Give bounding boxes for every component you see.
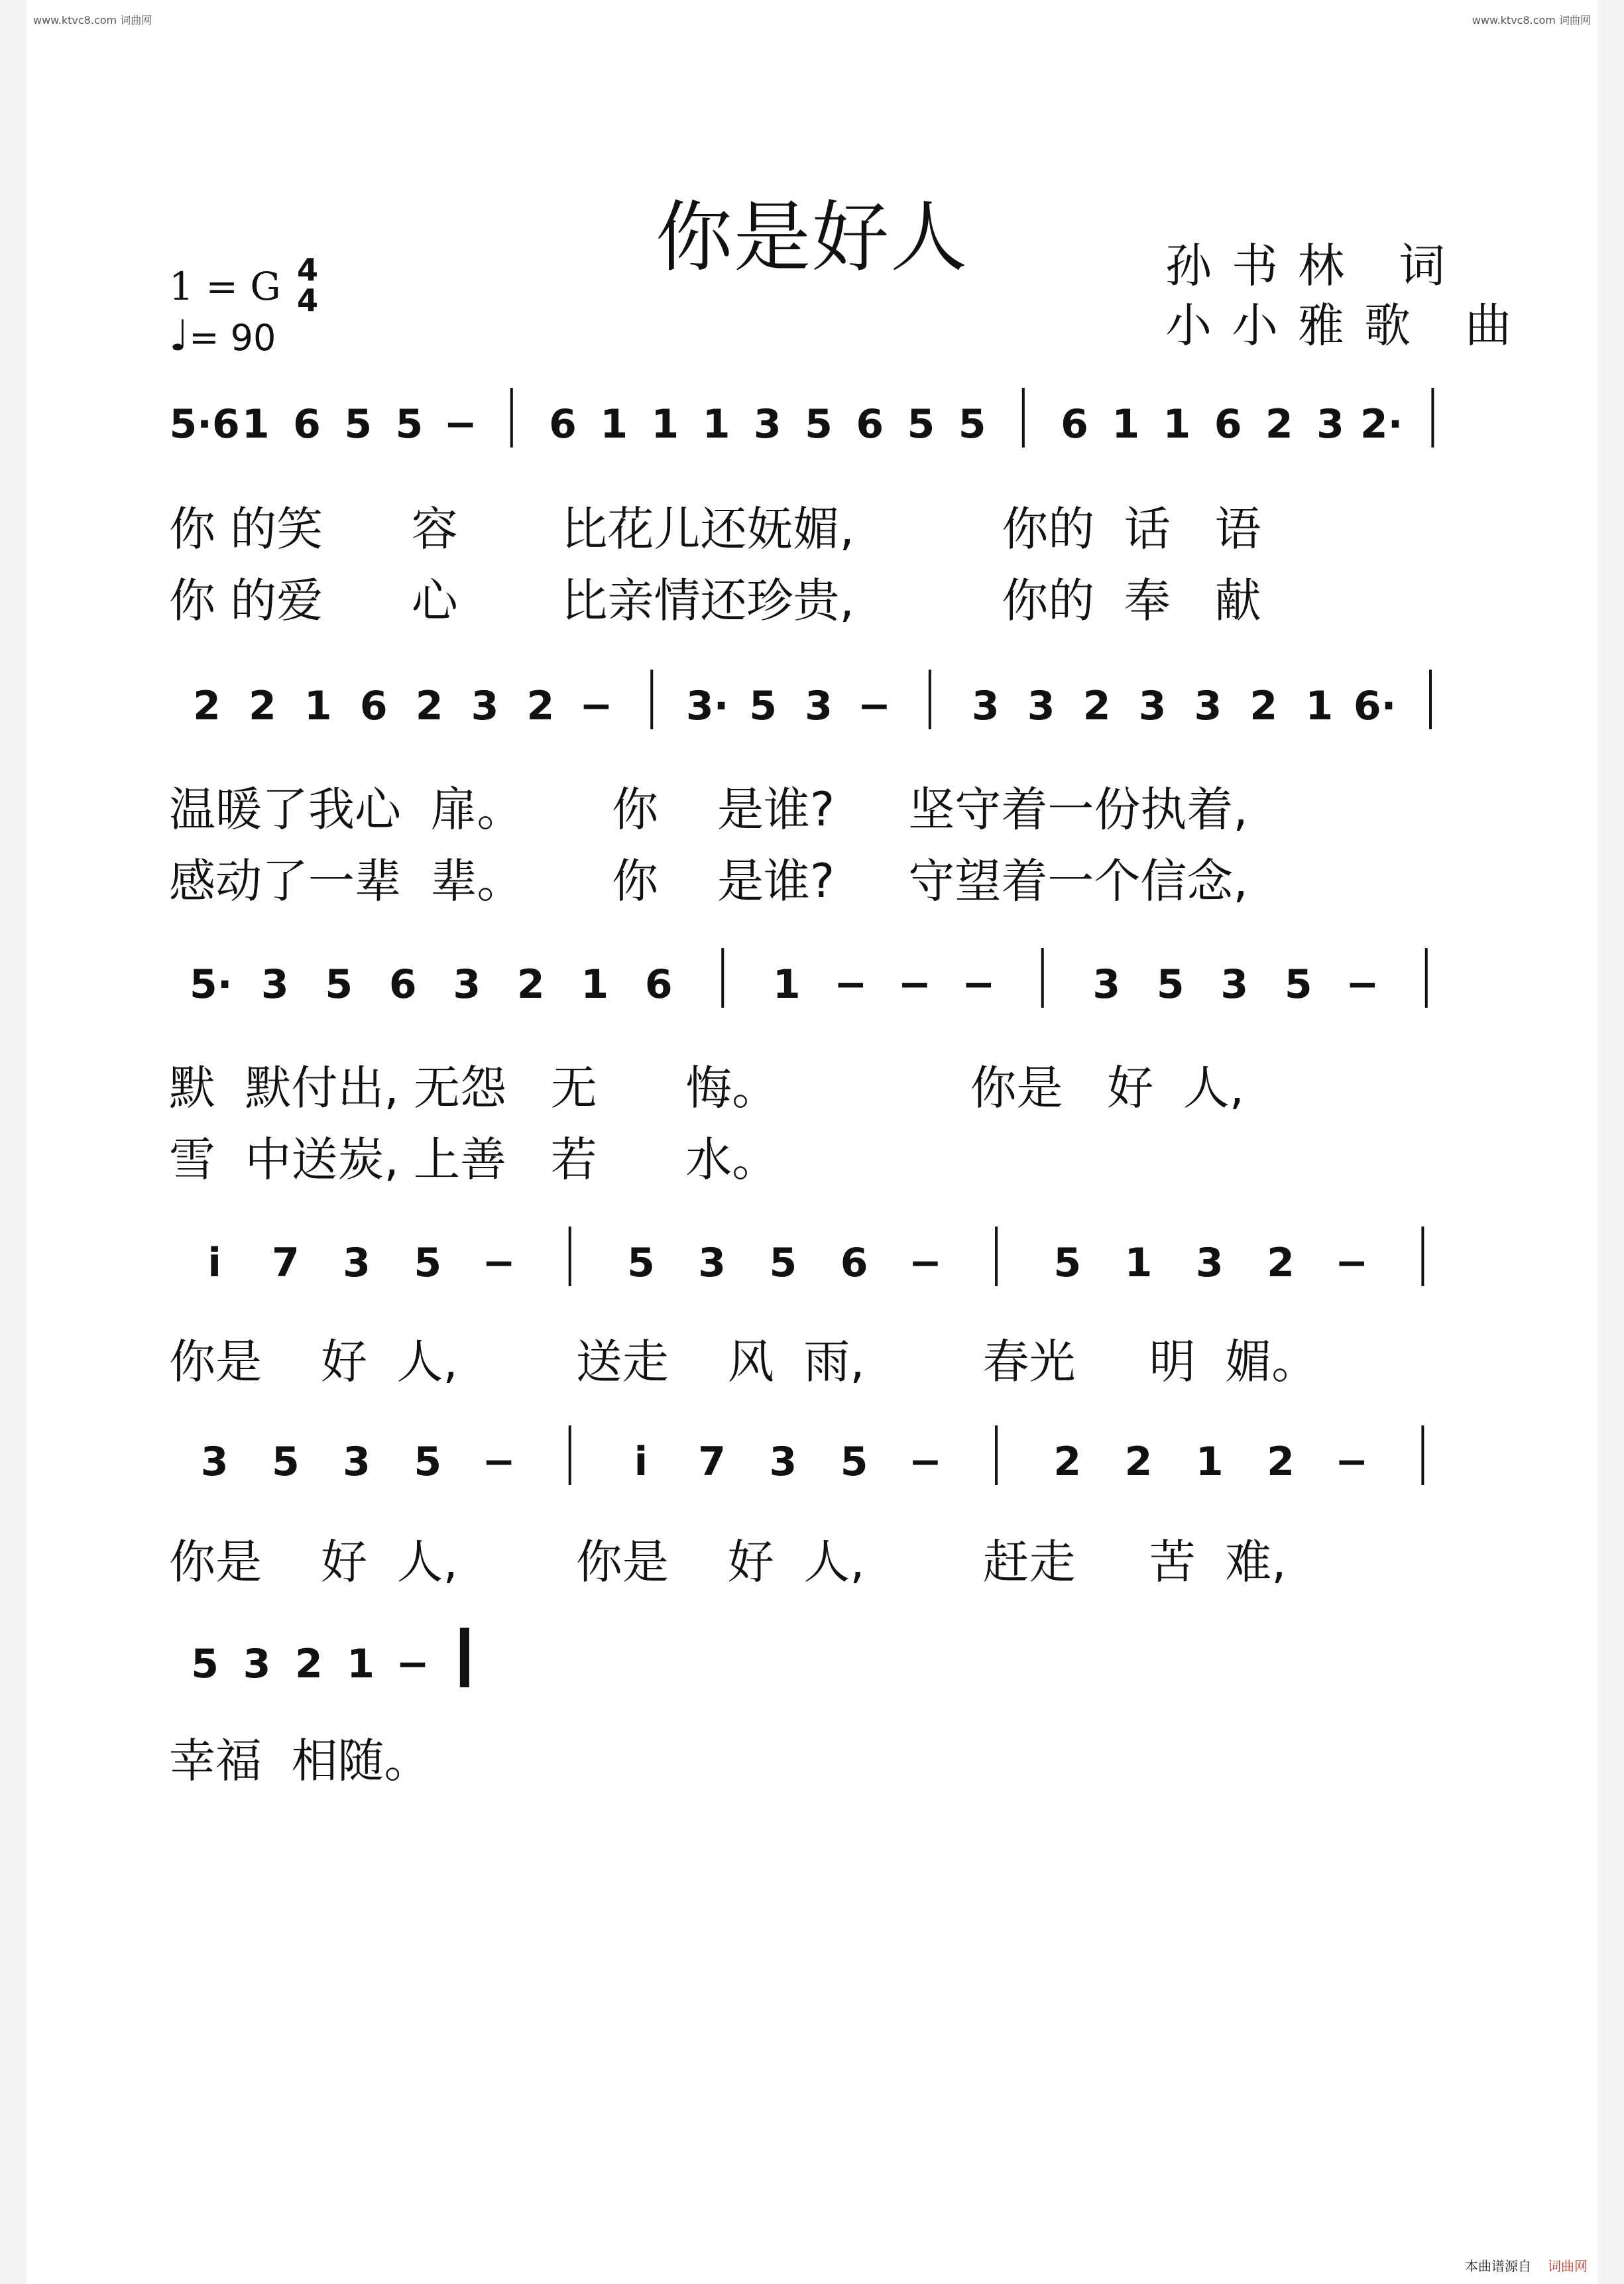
note: 1 (772, 961, 801, 1008)
footer-site-link[interactable]: 词曲网 (1548, 2258, 1588, 2274)
note: 5 (271, 1439, 300, 1485)
site-watermark-left: www.ktvc8.com 词曲网 (33, 14, 152, 27)
note: 1 (1124, 1240, 1153, 1286)
note: 5 (805, 401, 833, 448)
note: 3 (343, 1439, 371, 1485)
lyric-line: 温暖了我心 扉。 你 是谁? 坚守着一份执着, (169, 782, 1248, 837)
note: − (482, 1439, 516, 1485)
note: 3 (698, 1240, 726, 1286)
note: 7 (698, 1439, 726, 1485)
note: 5 (1053, 1240, 1082, 1286)
note: 1 (651, 401, 679, 448)
note: 2 (1053, 1439, 1082, 1485)
note: − (1335, 1240, 1369, 1286)
note: 1 (1305, 683, 1334, 729)
note: 2 (1124, 1439, 1153, 1485)
note: 1 (304, 683, 332, 729)
note: 2 (294, 1641, 323, 1687)
note: − (396, 1641, 430, 1687)
note: 6 (840, 1240, 868, 1286)
note: 2 (1267, 1240, 1295, 1286)
composer-credit: 小小雅歌 曲 (1165, 298, 1532, 353)
note: 5 (1156, 961, 1185, 1008)
note: 7 (271, 1240, 300, 1286)
note: 5 (958, 401, 986, 448)
note: 3 (753, 401, 782, 448)
note: 1 (241, 401, 270, 448)
note: 5 (1284, 961, 1312, 1008)
note: − (834, 961, 868, 1008)
note: 1 (1163, 401, 1191, 448)
note: 5 (907, 401, 935, 448)
note: 3 (471, 683, 499, 729)
note: 5 (769, 1240, 797, 1286)
note: 5·6 (169, 401, 240, 448)
note: − (898, 961, 931, 1008)
note: 5· (189, 961, 233, 1008)
note: 1 (600, 401, 628, 448)
footer-source-label: 本曲谱源自 (1465, 2258, 1531, 2274)
lyric-line: 你 的笑 容 比花儿还妩媚, 你的 话 语 (169, 502, 1261, 556)
note: 3 (1195, 1240, 1224, 1286)
note: 5 (840, 1439, 868, 1485)
lyricist-credit: 孙书林 词 (1165, 239, 1466, 293)
note: 2 (1265, 401, 1293, 448)
note: 2 (516, 961, 545, 1008)
note: 6 (359, 683, 388, 729)
site-watermark-right: www.ktvc8.com 词曲网 (1472, 14, 1591, 27)
note: 2 (1267, 1439, 1295, 1485)
note: 3 (453, 961, 481, 1008)
note: 6 (293, 401, 321, 448)
note: 3· (685, 683, 729, 729)
note: 2 (193, 683, 221, 729)
note: 5 (627, 1240, 655, 1286)
note: 6 (644, 961, 673, 1008)
key-signature: 1 = G (169, 264, 281, 309)
note: 5 (395, 401, 424, 448)
note: 3 (261, 961, 289, 1008)
note: 5 (344, 401, 373, 448)
note: 3 (971, 683, 1000, 729)
note: 6 (549, 401, 577, 448)
note: 2· (1360, 401, 1403, 448)
lyric-line: 默 默付出, 无怨 无 悔。 你是 好 人, (169, 1061, 1245, 1115)
lyric-line: 雪 中送炭, 上善 若 水。 (169, 1132, 779, 1187)
note: i (634, 1439, 648, 1485)
note: 2 (248, 683, 276, 729)
note: 3 (343, 1240, 371, 1286)
note: 2 (415, 683, 443, 729)
note: 6· (1353, 683, 1397, 729)
tempo-value: = 90 (189, 317, 276, 359)
note: 3 (1316, 401, 1344, 448)
note: 3 (200, 1439, 229, 1485)
note: 2 (1249, 683, 1278, 729)
quarter-note-icon: ♩ (169, 312, 190, 361)
note: i (207, 1240, 221, 1286)
time-signature-top: 4 (297, 252, 319, 288)
note: 3 (1027, 683, 1055, 729)
note: 1 (702, 401, 730, 448)
note: 6 (856, 401, 884, 448)
note: 5 (414, 1439, 442, 1485)
song-title: 你是好人 (656, 193, 968, 282)
note: − (962, 961, 996, 1008)
note: − (1346, 961, 1379, 1008)
note: 2 (1082, 683, 1111, 729)
note: 1 (1112, 401, 1140, 448)
note: 6 (388, 961, 417, 1008)
note: 5 (749, 683, 777, 729)
note: 3 (1138, 683, 1167, 729)
note: − (443, 401, 477, 448)
note: 3 (1092, 961, 1121, 1008)
lyric-line: 你 的爱 心 比亲情还珍贵, 你的 奉 献 (169, 573, 1261, 628)
note: 3 (243, 1641, 271, 1687)
note: 6 (1214, 401, 1242, 448)
lyric-line: 你是 好 人, 你是 好 人, 赶走 苦 难, (169, 1535, 1287, 1589)
time-signature-bottom: 4 (297, 282, 319, 318)
note: 1 (347, 1641, 375, 1687)
note: 5 (325, 961, 353, 1008)
note: 3 (805, 683, 833, 729)
note: 5 (191, 1641, 219, 1687)
note: 3 (1220, 961, 1249, 1008)
lyric-line: 感动了一辈 辈。 你 是谁? 守望着一个信念, (169, 854, 1248, 908)
note: − (1335, 1439, 1369, 1485)
note: 5 (414, 1240, 442, 1286)
note: − (908, 1240, 942, 1286)
note: 3 (1194, 683, 1222, 729)
note: 1 (581, 961, 609, 1008)
lyric-line: 幸福 相随。 (169, 1734, 431, 1788)
note: − (579, 683, 613, 729)
note: 1 (1195, 1439, 1224, 1485)
note: 2 (526, 683, 555, 729)
note: − (482, 1240, 516, 1286)
note: 3 (769, 1439, 797, 1485)
note: − (857, 683, 892, 729)
note: − (908, 1439, 942, 1485)
note: 6 (1061, 401, 1088, 448)
lyric-line: 你是 好 人, 送走 风 雨, 春光 明 媚。 (169, 1335, 1318, 1389)
